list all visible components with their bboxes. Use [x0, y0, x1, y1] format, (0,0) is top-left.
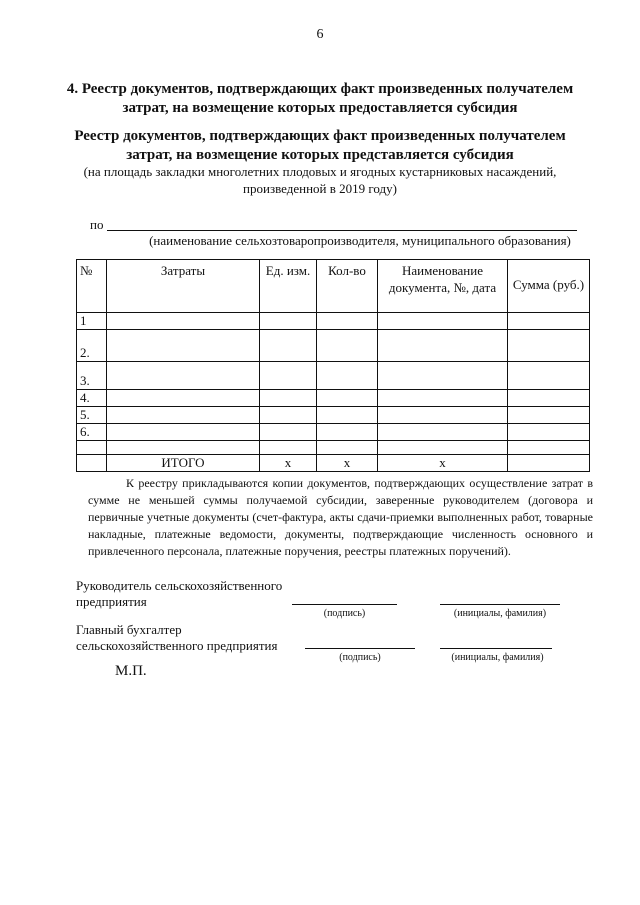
registry-subtitle-line-1: (на площадь закладки многолетних плодовых и ягодных кустарниковых насаждений, — [83, 164, 557, 179]
cell-sum[interactable] — [508, 313, 590, 330]
table-row — [77, 390, 590, 407]
accountant-name-field[interactable] — [440, 648, 552, 649]
registry-title-line-1: Реестр документов, подтверждающих факт произведенных получателем — [74, 128, 566, 144]
cell-unit[interactable] — [260, 313, 317, 330]
row-number — [77, 441, 107, 455]
director-name-caption: (инициалы, фамилия) — [453, 608, 547, 619]
section-title — [0, 80, 640, 118]
producer-name-field[interactable] — [107, 230, 577, 231]
row-number: 5. — [77, 407, 107, 424]
cell-document[interactable] — [378, 330, 508, 362]
cell-costs[interactable] — [107, 313, 260, 330]
header-sum: Сумма (руб.) — [508, 260, 590, 313]
po-label: по — [90, 217, 104, 232]
cell-qty[interactable] — [317, 390, 378, 407]
director-signature-field[interactable] — [292, 604, 397, 605]
cell-document[interactable] — [378, 424, 508, 441]
cell-unit[interactable] — [260, 362, 317, 390]
header-num: № — [77, 260, 107, 313]
row-number: 2. — [77, 330, 107, 362]
registry-subtitle-line-2: произведенной в 2019 году) — [243, 181, 397, 196]
cell-sum[interactable] — [508, 424, 590, 441]
cell-qty[interactable] — [317, 424, 378, 441]
cell-costs[interactable] — [107, 441, 260, 455]
cell-costs[interactable] — [107, 424, 260, 441]
costs-table — [76, 259, 590, 472]
director-signature-caption: (подпись) — [323, 608, 366, 619]
cell-qty[interactable] — [317, 330, 378, 362]
registry-title — [0, 127, 640, 165]
cell-document[interactable] — [378, 390, 508, 407]
cell-qty[interactable] — [317, 441, 378, 455]
director-label-line-2: предприятия — [76, 594, 147, 609]
cell-unit[interactable] — [260, 407, 317, 424]
cell-document[interactable] — [378, 362, 508, 390]
accountant-label — [76, 622, 277, 654]
cell-document[interactable] — [378, 313, 508, 330]
accountant-name-caption: (инициалы, фамилия) — [451, 652, 544, 663]
cell-qty[interactable] — [317, 313, 378, 330]
cell-qty[interactable] — [317, 407, 378, 424]
total-num — [77, 455, 107, 472]
cell-sum[interactable] — [508, 407, 590, 424]
cell-document[interactable] — [378, 441, 508, 455]
cell-document[interactable] — [378, 407, 508, 424]
section-title-line-2: затрат, на возмещение которых предоставляется субсидия — [122, 100, 518, 116]
total-sum[interactable] — [508, 455, 590, 472]
director-label — [76, 578, 282, 610]
director-label-line-1: Руководитель сельскохозяйственного — [76, 578, 283, 593]
stamp-placeholder: М.П. — [115, 663, 147, 679]
total-row — [77, 455, 590, 472]
accountant-label-line-1: Главный бухгалтер — [76, 622, 182, 637]
total-unit: х — [260, 455, 317, 472]
accountant-signature-field[interactable] — [305, 648, 415, 649]
cell-sum[interactable] — [508, 330, 590, 362]
cell-unit[interactable] — [260, 424, 317, 441]
table-row — [77, 407, 590, 424]
total-document: х — [378, 455, 508, 472]
cell-sum[interactable] — [508, 362, 590, 390]
table-row — [77, 424, 590, 441]
row-number: 4. — [77, 390, 107, 407]
row-number: 3. — [77, 362, 107, 390]
registry-subtitle — [0, 163, 640, 197]
cell-unit[interactable] — [260, 390, 317, 407]
cell-unit[interactable] — [260, 330, 317, 362]
attachments-note: К реестру прикладываются копии документов, подтверждающих осуществление затрат в сумме не меньшей суммы получаемой субсидии, заверенные руководителем (договора и первичные учетные документы (счет-фактура, акты сдачи-приемки выполненных работ, товарные накладные, платежные ведомости, документы, подтверждающие численность основного и привлеченного персонала, платежные поручения, реестры платежных поручений). — [88, 476, 593, 558]
accountant-label-line-2: сельскохозяйственного предприятия — [76, 638, 278, 653]
total-qty: х — [317, 455, 378, 472]
table-row — [77, 441, 590, 455]
cell-costs[interactable] — [107, 362, 260, 390]
table-row — [77, 362, 590, 390]
registry-title-line-2: затрат, на возмещение которых представляется субсидия — [126, 147, 514, 163]
header-document: Наименование документа, №, дата — [378, 260, 508, 313]
header-qty: Кол-во — [317, 260, 378, 313]
cell-qty[interactable] — [317, 362, 378, 390]
cell-costs[interactable] — [107, 390, 260, 407]
accountant-signature-caption: (подпись) — [339, 652, 381, 663]
section-title-line-1: 4. Реестр документов, подтверждающих факт произведенных получателем — [66, 81, 574, 97]
header-unit: Ед. изм. — [260, 260, 317, 313]
cell-sum[interactable] — [508, 390, 590, 407]
row-number: 6. — [77, 424, 107, 441]
table-header-row — [77, 260, 590, 313]
table-row — [77, 313, 590, 330]
producer-name-caption: (наименование сельхозтоваропроизводителя, муниципального образования) — [149, 233, 571, 248]
row-number: 1 — [77, 313, 107, 330]
table-row — [77, 330, 590, 362]
cell-unit[interactable] — [260, 441, 317, 455]
total-label: ИТОГО — [107, 455, 260, 472]
cell-costs[interactable] — [107, 330, 260, 362]
cell-costs[interactable] — [107, 407, 260, 424]
page-number: 6 — [316, 27, 324, 42]
cell-sum[interactable] — [508, 441, 590, 455]
header-costs: Затраты — [107, 260, 260, 313]
director-name-field[interactable] — [440, 604, 560, 605]
